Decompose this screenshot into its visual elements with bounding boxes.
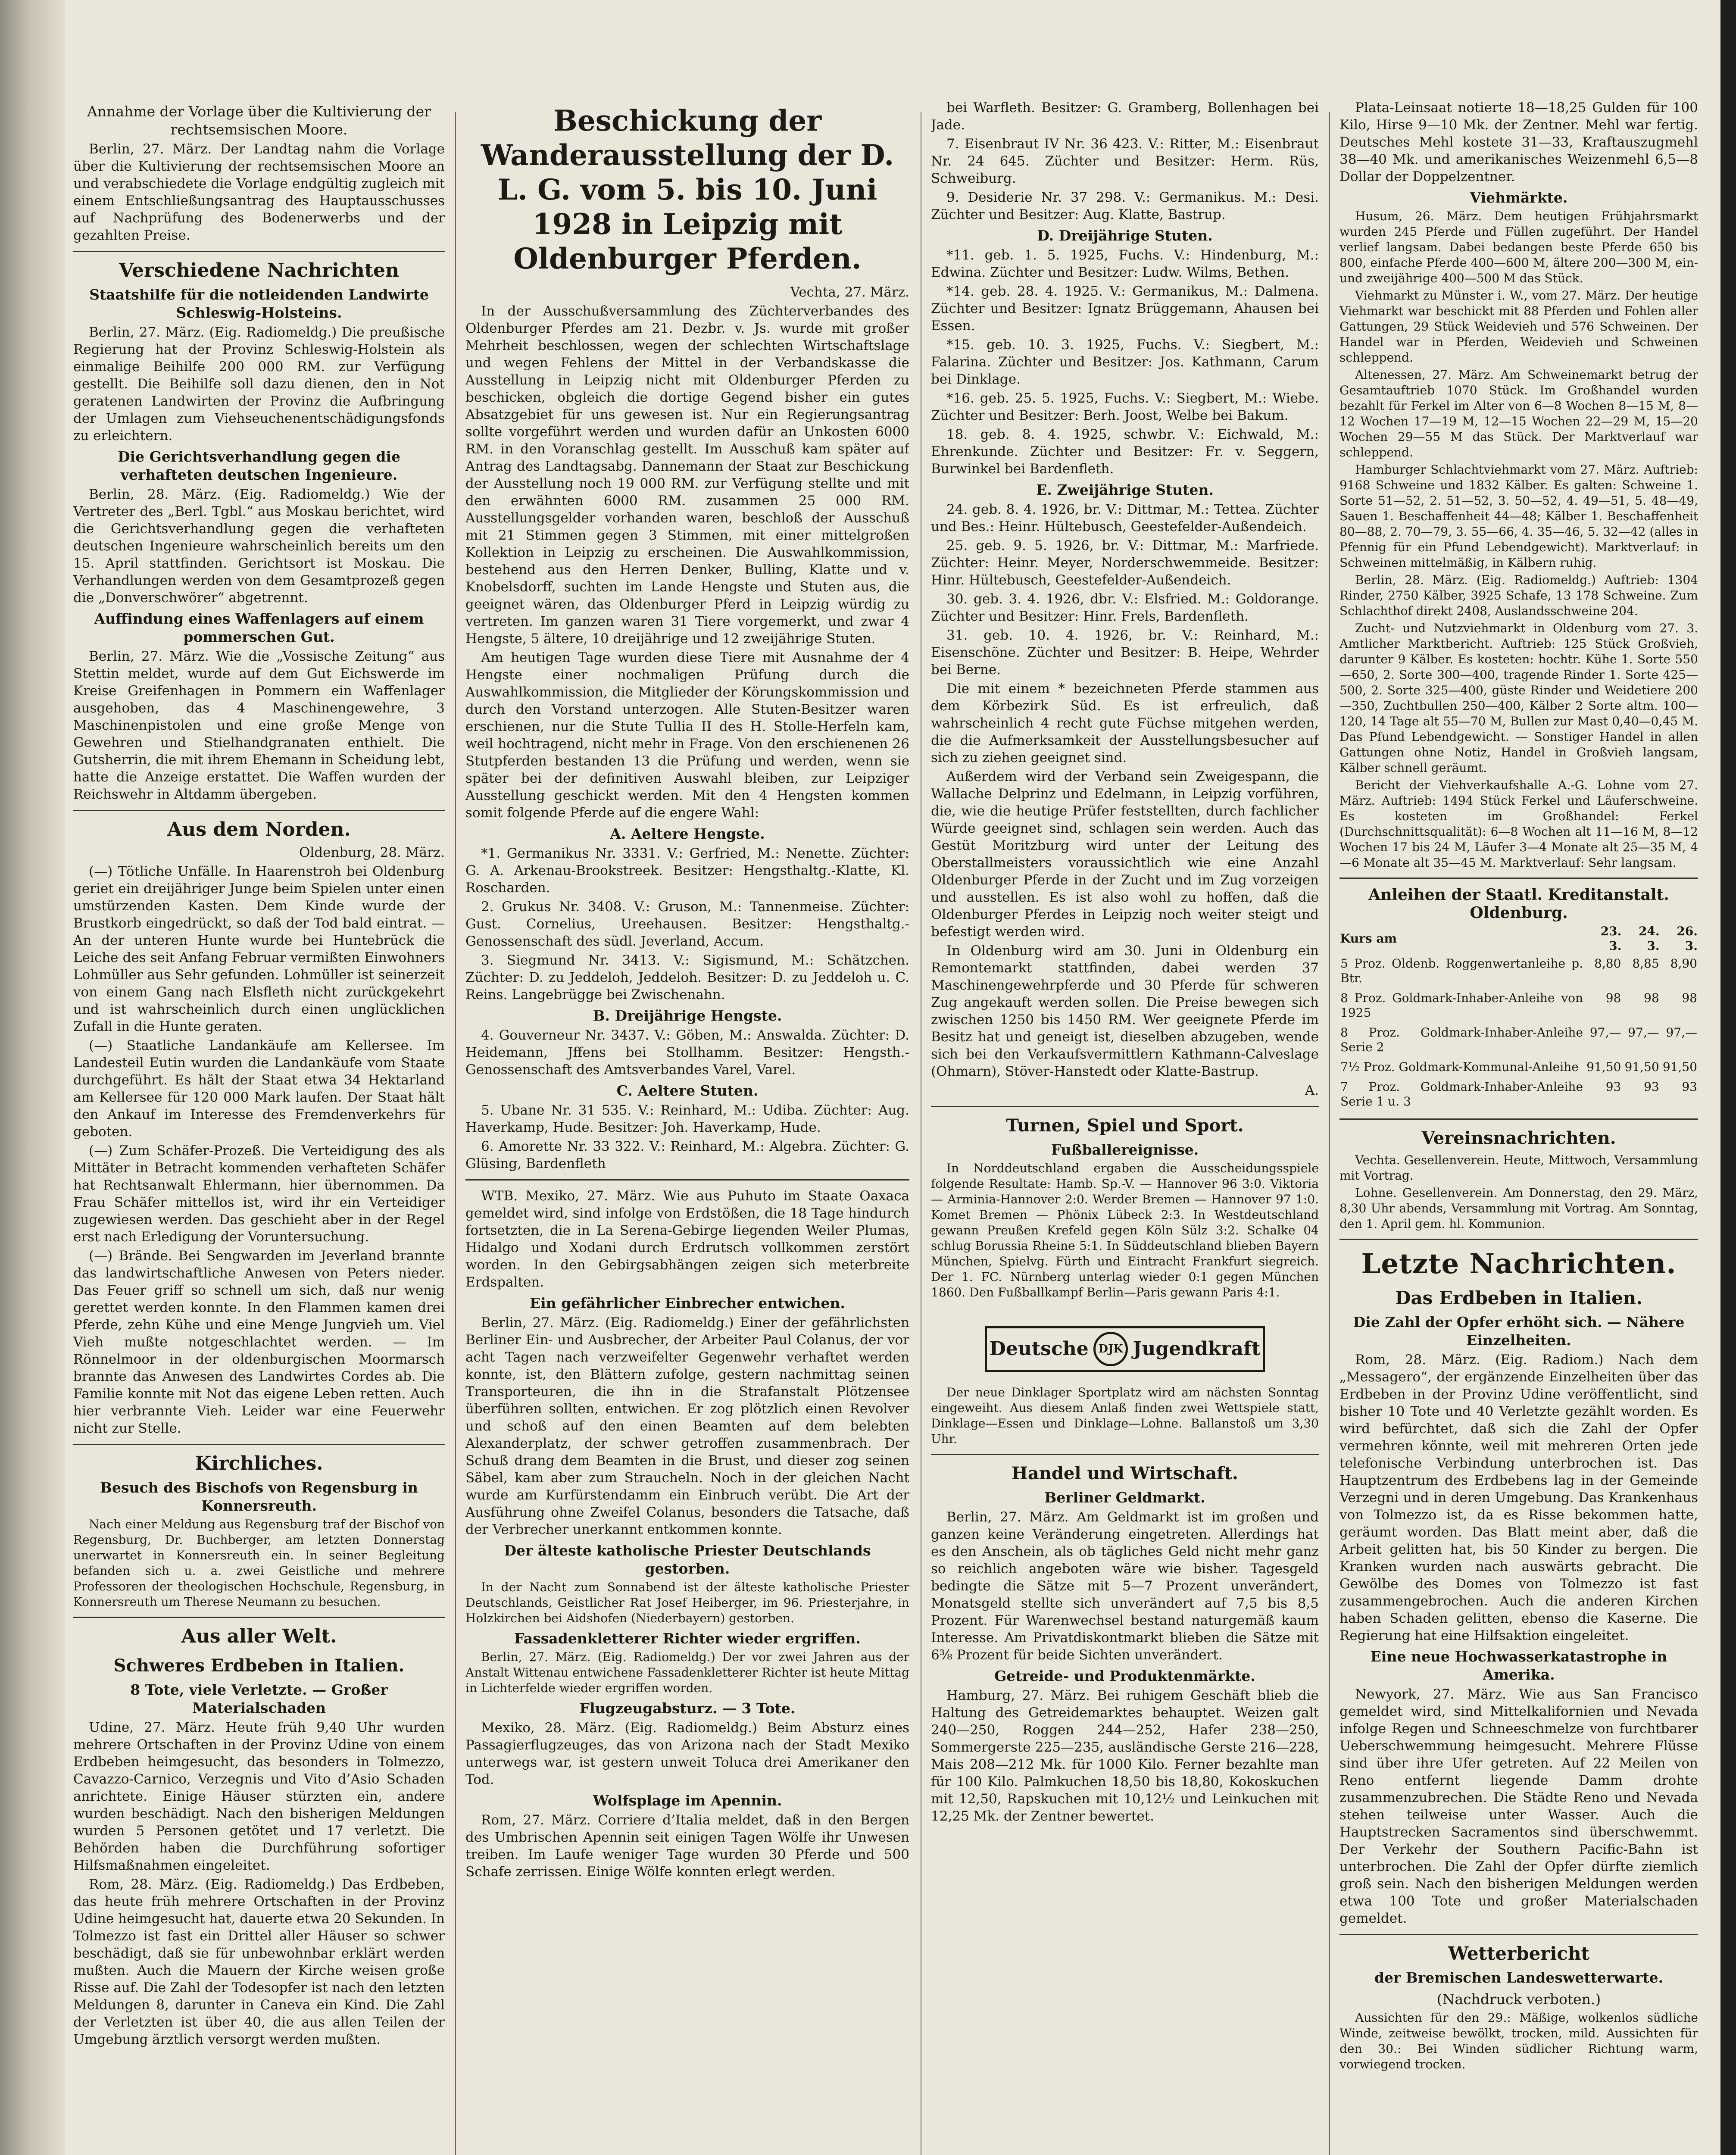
article-text: Rom, 28. März. (Eig. Radiomeldg.) Das Erdbeben, das heute früh mehrere Ortschaften in der Provinz Udine heimgesucht hat, dauerte etwa 20 Sekunden. In Tolmezzo ist fast ein Drittel aller Häuser so schwer beschädigt, daß sie für unbewohnbar erklärt werden mußten. Auch die Mauern der Kirche weisen große Risse auf. Die Zahl der Todesopfer ist nach den letzten Meldungen 8, darunter in Caneva ein Kind. Die Zahl der Verletzten ist über 40, die aus allen Teilen der Umgebung ärztlich versorgt werden mußten. [73,1877,445,2047]
bond-name: 8 Proz. Goldmark-Inhaber-Anleihe Serie 2 [1340,1025,1583,1054]
dateline: Oldenburg, 28. März. [299,845,445,860]
table-row [1339,1057,1698,1077]
scan-border-right [1720,0,1736,2155]
column-rule [1329,112,1330,2155]
article-title: Die Zahl der Opfer erhöht sich. — Nähere Einzelheiten. [1353,1314,1685,1349]
column-3 [931,99,1319,2155]
article-title: Fußballereignisse. [1051,1141,1199,1158]
article-text: In der Nacht zum Sonnabend ist der älteste katholische Priester Deutschlands, Geistlicher Rat Josef Heiberger, im 96. Priesterjahre, in Holzkirchen bei Aidshofen (Niederbayern) gestorben. [465,1580,909,1625]
rate-cell: 97,— [1628,1025,1659,1040]
divider [1339,878,1698,879]
list-item: *14. geb. 28. 4. 1925. V.: Germanikus, M.: Dalmena. Züchter und Besitzer: Ignatz Brüggemann, Ahausen bei Essen. [931,284,1319,334]
section-heading: Turnen, Spiel und Sport. [1006,1115,1244,1136]
rate-cell: 91,50 [1624,1060,1659,1074]
divider [931,1106,1319,1107]
article-text: Newyork, 27. März. Wie aus San Francisco gemeldet wird, sind Mittelkalifornien und Nevada infolge Regen und Schneeschmelze von furchtbarer Ueberschwemmung heimgesucht. Mehrere Flüsse sind über ihre Ufer getreten. Auf 22 Meilen von Reno entfernt liegende Damm drohte zusammenzubrechen. Die Städte Reno und Nevada stehen teilweise unter Wasser. Auch die Hauptstrecken Sacramentos sind überschwemmt. Der Verkehr der Southern Pacific-Bahn ist unterbrochen. Die Zahl der Opfer dürfte ziemlich groß sein. Nach den bisherigen Meldungen werden etwa 100 Tote und großer Materialschaden gemeldet. [1339,1687,1698,1926]
list-item: *11. geb. 1. 5. 1925, Fuchs. V.: Hindenburg, M.: Edwina. Züchter und Besitzer: Ludw. Wilms, Bethen. [931,247,1319,280]
article-text: Die mit einem * bezeichneten Pferde stammen aus dem Körbezirk Süd. Es ist erfreulich, daß wahrscheinlich 4 recht gute Füchse mitgehen werden, die die Aufmerksamkeit der Ausstellungsbesucher auf sich zu ziehen geeignet sind. [931,681,1319,765]
section-heading: Handel und Wirtschaft. [1012,1463,1238,1484]
divider [73,251,445,252]
divider [73,1617,445,1618]
bond-name: 5 Proz. Oldenb. Roggenwertanleihe p. Btr. [1340,956,1583,985]
list-item: 7. Eisenbraut IV Nr. 36 423. V.: Ritter, M.: Eisenbraut Nr. 24 645. Züchter und Besitzer: Herm. Rüs, Schweiburg. [931,136,1319,186]
article-text: Berlin, 27. März. (Eig. Radiomeldg.) Der vor zwei Jahren aus der Anstalt Wittenau entwichene Fassadenkletterer Richter ist heute Mittag in Lichterfelde wieder ergriffen worden. [465,1650,909,1695]
list-item: 2. Grukus Nr. 3408. V.: Gruson, M.: Tannenmeise. Züchter: Gust. Cornelius, Ureehausen. Besitzer: Hengsthaltg.-Genossenschaft des südl. Jeverland, Accum. [465,899,909,949]
article-title: Eine neue Hochwasserkatastrophe in Amerika. [1370,1648,1667,1683]
table-header-cell: 26. 3. [1677,924,1698,953]
article-title: Staatshilfe für die notleidenden Landwirte Schleswig-Holsteins. [89,286,429,321]
divider [931,1454,1319,1455]
article-text: Rom, 27. März. Corriere d’Italia meldet, daß in den Bergen des Umbrischen Apennin seit einigen Tagen Wölfe ihr Unwesen treiben. Im Laufe weniger Tage wurden 30 Pferde und 500 Schafe zerrissen. Einige Wölfe konnten erlegt werden. [465,1812,909,1880]
section-heading: Vereinsnachrichten. [1421,1128,1616,1148]
rate-cell: 98 [1644,991,1659,1005]
article-text: WTB. Mexiko, 27. März. Wie aus Puhuto im Staate Oaxaca gemeldet wird, sind infolge von Erdstößen, die 18 Tage hindurch fortsetzten, die in La Serena-Gebirge liegenden Weiler Plumas, Hidalgo und Xodani durch Erdrutsch vollkommen zerstört worden. In den Gebirgsabhängen zeigen sich meterbreite Erdspalten. [465,1188,909,1290]
article-text: Viehmarkt zu Münster i. W., vom 27. März. Der heutige Viehmarkt war beschickt mit 88 Pferden und Fohlen aller Gattungen, 29 Stück Weidevieh und 576 Schweinen. Der Handel war in Pferden, Weidevieh und Schweinen schleppend. [1339,288,1698,365]
section-heading: Aus dem Norden. [167,818,351,840]
divider [465,1179,909,1181]
article-text: Rom, 28. März. (Eig. Radiom.) Nach dem „Messagero“, der ergänzende Einzelheiten über das Erdbeben in der Provinz Udine veröffentlicht, sind bisher 10 Tote und 40 Verletzte gezählt worden. Es wird befürchtet, daß sich die Zahl der Opfer vermehren könnte, weil mit mehreren Orten jede telefonische Verbindung unterbrochen ist. Das Hauptzentrum des Erdbebens lag in der Gemeinde Verzegni und in deren Umgebung. Das Krankenhaus von Tolmezzo ist, da es Risse bekommen hatte, geräumt worden. Das Blatt meint aber, daß die Arbeit gelitten hat, bis 50 Kinder zu bergen. Die Kranken wurden nach auswärts gebracht. Die Gewölbe des Domes von Tolmezzo ist fast zusammengebrochen. Auch die anderen Kirchen haben Schaden gelitten, ebenso die Kaserne. Die Regierung hat eine Hilfsaktion eingeleitet. [1339,1352,1698,1643]
article-headline: Schweres Erdbeben in Italien. [113,1655,405,1676]
article-text: Am heutigen Tage wurden diese Tiere mit Ausnahme der 4 Hengste einer nochmaligen Prüfung durch die Auswahlkommission, die Mitglieder der Körungskommission und durch den Vorstand unterzogen. Alle Stuten-Besitzer waren erschienen, nur die Stute Tullia II des H. Stolle-Herfeln kam, weil hochtragend, nicht mehr in Frage. Von den erschienenen 26 Stutpferden bestanden 13 die Prüfung und werden, wenn sie später bei der definitiven Auswahl bleiben, zur Leipziger Ausstellung geschickt werden. Mit den 4 Hengsten kommen somit folgende Pferde auf die engere Wahl: [465,650,909,821]
article-text: Hamburger Schlachtviehmarkt vom 27. März. Auftrieb: 9168 Schweine und 1832 Kälber. Es galten: Schweine 1. Sorte 51—52, 2. 51—52, 3. 50—52, 4. 49—51, 5. 48—49, Sauen 1. Beschaffenheit 44—48; Kälber 1. Beschaffenheit 80—88, 2. 70—79, 3. 55—66, 4. 35—46, 5. 32—42 (alles in Pfennig für ein Pfund Lebendgewicht). Marktverlauf: in Schweinen mittelmäßig, in Kälbern ruhig. [1339,462,1698,570]
divider [1339,1934,1698,1935]
newspaper-page [73,99,1698,2155]
article-text: In Norddeutschland ergaben die Ausscheidungsspiele folgende Resultate: Hamb. Sp.-V. — Hannover 96 3:0. Viktoria — Arminia-Hannover 2:0. Werder Bremen — Hannover 97 1:0. Komet Bremen — Phönix Lübeck 2:3. In Westdeutschland gewann Preußen Krefeld gegen Köln Sülz 3:2. Schalke 04 schlug Borussia Rheine 5:1. In Süddeutschland blieben Bayern München, Spielvg. Fürth und Eintracht Frankfurt siegreich. Der 1. FC. Nürnberg unterlag wieder 0:1 gegen München 1860. Den Fußballkampf Berlin—Paris gewann Paris 4:1. [931,1161,1319,1299]
article-text: Zucht- und Nutzviehmarkt in Oldenburg vom 27. 3. Amtlicher Marktbericht. Auftrieb: 125 Stück Großvieh, darunter 9 Kälber. Es kosteten: hochtr. Kühe 1. Sorte 550—650, 2. Sorte 300—400, tragende Rinder 1. Sorte 425—500, 2. Sorte 325—400, güste Rinder und Weidetiere 200—350, Zuchtbullen 250—400, Kälber 2 Sorte altm. 100—120, 14 Tage alt 55—70 M, Bullen zur Mast 0,40—0,45 M. Das Pfund Lebendgewicht. — Sonstiger Handel in allen Gattungen ohne Notiz, Handel in Großvieh langsam, Kälber schnell geräumt. [1339,621,1698,775]
divider [73,810,445,811]
article-text: Hamburg, 27. März. Bei ruhigem Geschäft blieb die Haltung des Getreidemarktes behauptet. Weizen galt 240—250, Roggen 244—252, Hafer 238—250, Sommergerste 225—235, ausländische Gerste 216—228, Mais 208—212 Mk. für 1000 Kilo. Ferner bezahlte man für 100 Kilo. Palmkuchen 18,50 bis 18,80, Kokoskuchen mit 12,50, Rapskuchen mit 10,12½ und Leinkuchen mit 12,25 Mk. der Zentner bewertet. [931,1688,1319,1824]
rate-cell: 8,80 [1594,956,1621,971]
rate-cell: 8,90 [1670,956,1697,971]
section-heading: Verschiedene Nachrichten [119,259,400,281]
bond-name: 7½ Proz. Goldmark-Kommunal-Anleihe [1340,1060,1579,1074]
article-title: Viehmärkte. [1470,189,1568,206]
article-text: (—) Zum Schäfer-Prozeß. Die Verteidigung des als Mittäter in Betracht kommenden verhafteten Schäfer hat Rechtsanwalt Ehlermann, hier übernommen. Da Frau Schäfer mittellos ist, wird ihr ein Verteidiger zugewiesen werden. Das geschieht aber in der Regel erst nach Erledigung der Voruntersuchung. [73,1143,445,1245]
column-2 [465,99,909,2155]
article-text: (—) Staatliche Landankäufe am Kellersee. Im Landesteil Eutin wurden die Landankäufe vom Staate durchgeführt. Es hält der Staat etwa 34 Hektarland am Kellersee für 120 000 Mark laufen. Der Staat hält den Ankauf im Interesse des Fremdenverkehrs für geboten. [73,1038,445,1140]
article-title: 8 Tote, viele Verletzte. — Großer Materialschaden [130,1681,388,1716]
article-note: (Nachdruck verboten.) [1436,1991,1601,2008]
article-text: Außerdem wird der Verband sein Zweigespann, die Wallache Delprinz und Edelmann, in Leipzig vorführen, die, wie die heutige Prüfer feststellten, durch fachlicher Würde geeignet sind, schlagen sein werden. Auch das Gestüt Moritzburg wird unter der Leitung des Oberstallmeisters voraussichtlich wie eine Anzahl Oldenburger Pferde in der Zucht und im Zug vorzeigen und ausstellen. Es ist also wohl zu hoffen, daß die Oldenburger Pferdes in Leipzig noch weiter steigt und befestigt werden wird. [931,769,1319,940]
article-text: Aussichten für den 29.: Mäßige, wolkenlos südliche Winde, zeitweise bewölkt, trocken, mild. Aussichten für den 30.: Bei Winden südlicher Richtung warm, vorwiegend trocken. [1339,2011,1698,2071]
article-title: Besuch des Bischofs von Regensburg in Konnersreuth. [100,1479,418,1514]
djk-badge-icon: DJK [1093,1332,1128,1366]
article-text: Altenessen, 27. März. Am Schweinemarkt betrug der Gesamtauftrieb 1070 Stück. Im Großhandel wurden bezahlt für Ferkel im Alter von 6—8 Wochen 8—15 M, 8—12 Wochen 17—19 M, 12—15 Wochen 22—29 M, 15—20 Wochen 29—55 M das Stück. Der Marktverlauf war schleppend. [1339,368,1698,459]
article-text: Berlin, 27. März. (Eig. Radiomeldg.) Die preußische Regierung hat der Provinz Schleswig-Holstein als einmalige Beihilfe 200 000 RM. zur Verfügung gestellt. Die Beihilfe soll dazu dienen, den in Not geratenen Landwirten der Provinz die Aufbringung der Umlagen zum Viehseuchenentschädigungsfonds zu erleichtern. [73,325,445,443]
table-row [1339,954,1698,988]
column-rule [455,112,456,2155]
article-title: Ein gefährlicher Einbrecher entwichen. [529,1295,846,1312]
section-heading: Kirchliches. [195,1452,323,1474]
list-item: 6. Amorette Nr. 33 322. V.: Reinhard, M.: Algebra. Züchter: G. Glüsing, Bardenfleth [465,1139,909,1171]
article-text: Plata-Leinsaat notierte 18—18,25 Gulden für 100 Kilo, Hirse 9—10 Mk. der Zentner. Mehl war fertig. Deutsches Mehl kostete 31—33, Kraftauszugmehl 38—40 Mk. und amerikanisches Weizenmehl 6,5—8 Dollar der Doppelzentner. [1339,100,1698,184]
table-row [1339,1077,1698,1112]
paper-edge-left [0,0,65,2155]
rate-cell: 97,— [1589,1025,1621,1040]
divider [1339,1118,1698,1120]
article-text: Berlin, 27. März. (Eig. Radiomeldg.) Einer der gefährlichsten Berliner Ein- und Ausbrecher, der Arbeiter Paul Colanus, der vor acht Tagen nach verzweifelter Gegenwehr verhaftet werden konnte, ist, den Blättern zufolge, gestern nachmittag seinen Transporteuren, die ihn in die Strafanstalt Plötzensee überführen sollten, entwichen. Er zog plötzlich einen Revolver und schoß auf den einen Beamten auf dem belebten Alexanderplatz, der schwer getroffen zusammenbrach. Der Schuß drang dem Beamten in die Brust, und dieser zog seinen Säbel, kam aber zum Straucheln. Noch in der gleichen Nacht wurde am Kurfürstendamm ein Einbruch verübt. Die Art der Ausführung ohne Zweifel Colanus, besonders die Tatsache, daß der Verbrecher unerkannt entkommen konnte. [465,1315,909,1537]
article-text: (—) Tötliche Unfälle. In Haarenstroh bei Oldenburg geriet ein dreijähriger Junge beim Spielen unter einen umstürzenden Kasten. Dem Kinde wurde der Brustkorb eingedrückt, so daß der Tod bald eintrat. — An der unteren Hunte wurde bei Huntebrück die Leiche des seit Anfang Februar vermißten Einwohners Lohmüller aus Sehr gefunden. Lohmüller ist seinerzeit von einem Gang nach Elsfleth nicht zurückgekehrt und ist wahrscheinlich durch einen unglücklichen Zufall in die Hunte geraten. [73,864,445,1034]
rate-cell: 8,85 [1632,956,1659,971]
list-item: 18. geb. 8. 4. 1925, schwbr. V.: Eichwald, M.: Ehrenkunde. Züchter und Besitzer: Fr. v. Seggern, Burwinkel bei Bardenfleth. [931,427,1319,477]
rate-cell: 93 [1682,1080,1697,1094]
article-title: der Bremischen Landeswetterwarte. [1374,1969,1664,1986]
article-text: Der neue Dinklager Sportplatz wird am nächsten Sonntag eingeweiht. Aus diesem Anlaß finden zwei Wettspiele statt, Dinklage—Essen und Dinklage—Lohne. Ballanstoß um 3,30 Uhr. [931,1385,1319,1446]
banner-text-right: Jugendkraft [1133,1338,1261,1360]
list-item: *15. geb. 10. 3. 1925, Fuchs. V.: Siegbert, M.: Falarina. Züchter und Besitzer: Jos. Kathmann, Carum bei Dinklage. [931,337,1319,387]
list-item: 24. geb. 8. 4. 1926, br. V.: Dittmar, M.: Tettea. Züchter und Bes.: Heinr. Hültebusch, Geestefelder-Außendeich. [931,502,1319,534]
rate-cell: 91,50 [1586,1060,1621,1074]
article-text: Husum, 26. März. Dem heutigen Frühjahrsmarkt wurden 245 Pferde und Füllen zugeführt. Der Handel verlief langsam. Dabei bedangen beste Pferde 650 bis 800, einfache Pferde 400—600 M, ältere 200—300 M, ein- und zweijährige 400—500 M das Stück. [1339,209,1698,285]
article-title: Wolfsplage im Apennin. [593,1792,782,1809]
list-item: bei Warfleth. Besitzer: G. Gramberg, Bollenhagen bei Jade. [931,100,1319,133]
list-item: 3. Siegmund Nr. 3413. V.: Sigismund, M.: Schätzchen. Züchter: D. zu Jeddeloh, Jeddeloh. Besitzer: D. zu Jeddeloh u. C. Reins. Langebrügge bei Zwischenahn. [465,953,909,1003]
list-heading: E. Zweijährige Stuten. [1036,481,1214,498]
article-text: In der Ausschußversammlung des Züchterverbandes des Oldenburger Pferdes am 21. Dezbr. v. Js. wurde mit großer Mehrheit beschlossen, wegen der schlechten Wirtschaftslage und wegen Fehlens der Mittel in der Verbandskasse die Ausstellung in Leipzig nicht mit Oldenburger Pferden zu beschicken, obgleich die dortige Gegend bisher ein gutes Absatzgebiet für uns gewesen ist. Nur ein Regierungsantrag sollte vorgeführt werden und wurden dafür an Unkosten 6000 RM. in den Voranschlag gestellt. Im Ausschuß kam später auf Antrag des Landtagsabg. Dannemann der Staat zur Beschickung der Ausstellung noch 19 000 RM. zur Verfügung stellte und mit den erwähnten 6000 RM. zusammen 25 000 RM. Ausstellungsgelder vorhanden waren, beschloß der Ausschuß mit 21 Stimmen gegen 3 Stimmen, mit einer mittelgroßen Kollektion in Leipzig zu erscheinen. Die Auswahlkommission, bestehend aus den Herren Denker, Bulling, Klatte und v. Knobelsdorff, suchten im Lande Hengste und Stuten aus, die geeignet wären, das Oldenburger Pferd in Leipzig würdig zu vertreten. Im ganzen waren 31 Tiere vorgemerkt, und zwar 4 Hengste, 5 ältere, 10 dreijährige und 12 zweijährige Stuten. [465,303,909,646]
article-intro-title: Annahme der Vorlage über die Kultivierung der rechtsemsischen Moore. [87,103,431,138]
author-signature: A. [1305,1083,1319,1098]
bond-rates-table [1339,924,1698,1112]
section-heading: Wetterbericht [1448,1943,1589,1964]
list-item: *16. geb. 25. 5. 1925, Fuchs. V.: Siegbert, M.: Wiebe. Züchter und Besitzer: Berh. Joost, Welbe bei Bakum. [931,390,1319,423]
article-text: Bericht der Viehverkaufshalle A.-G. Lohne vom 27. März. Auftrieb: 1494 Stück Ferkel und Läuferschweine. Es kosteten im Großhandel: Ferkel (Durchschnittsqualität): 6—8 Wochen alt 11—16 M, 8—12 Wochen 17 bis 24 M, Läufer 3—4 Monate alt 25—35 M, 4—6 Monate alt 35—45 M. Marktverlauf: Sehr langsam. [1339,778,1698,870]
list-heading: D. Dreijährige Stuten. [1037,227,1213,244]
table-header-row [1339,924,1698,954]
article-title: Die Gerichtsverhandlung gegen die verhafteten deutschen Ingenieure. [118,448,400,483]
article-title: Berliner Geldmarkt. [1044,1489,1205,1506]
table-header-cell: 24. 3. [1638,924,1660,953]
article-text: Berlin, 27. März. Wie die „Vossische Zeitung“ aus Stettin meldet, wurde auf dem Gut Eichswerde im Kreise Greifenhagen in Pommern ein Waffenlager ausgehoben, das 4 Maschinengewehre, 3 Maschinenpistolen und eine große Menge von Gewehren und Stielhandgranaten enthielt. Die Gutsherrin, die mit ihrem Ehemann in Scheidung lebt, hatte die Anzeige erstattet. Die Waffen wurden der Reichswehr in Altdamm übergeben. [73,649,445,802]
banner-text-left: Deutsche [989,1338,1089,1360]
list-item: *1. Germanikus Nr. 3331. V.: Gerfried, M.: Nenette. Züchter: G. A. Arkenau-Brookstreek. Besitzer: Hengsthaltg.-Klatte, Kl. Roscharden. [465,846,909,896]
article-title: Getreide- und Produktenmärkte. [994,1668,1255,1684]
article-text: Berlin, 27. März. Am Geldmarkt ist im großen und ganzen keine Veränderung eingetreten. Allerdings hat es den Anschein, als ob tägliches Geld nicht mehr ganz so reichlich angeboten wäre wie bisher. Tagesgeld bedingte die Sätze mit 5—7 Prozent unverändert, Monatsgeld stellte sich unverändert auf 7,5 bis 8,5 Prozent. Für Warenwechsel bestand naturgemäß kaum Interesse. Am Privatdiskontmarkt blieben die Sätze mit 6⅜ Prozent für beide Sichten unverändert. [931,1509,1319,1663]
list-heading: A. Aeltere Hengste. [610,825,765,842]
article-title: Auffindung eines Waffenlagers auf einem pommerschen Gut. [94,610,424,645]
article-headline: Das Erdbeben in Italien. [1395,1287,1642,1309]
article-title: Fassadenkletterer Richter wieder ergriffen. [514,1630,861,1647]
list-heading: C. Aeltere Stuten. [616,1082,759,1099]
article-text: Lohne. Gesellenverein. Am Donnerstag, den 29. März, 8,30 Uhr abends, Versammlung mit Vortrag. Am Sonntag, den 1. April gem. hl. Kommunion. [1339,1186,1698,1231]
list-item: 25. geb. 9. 5. 1926, br. V.: Dittmar, M.: Marfriede. Züchter: Heinr. Meyer, Norderschwemmeide. Besitzer: Hinr. Hültebusch, Geestefelder-Außendeich. [931,538,1319,588]
rate-cell: 97,— [1666,1025,1697,1040]
article-title: Der älteste katholische Priester Deutschlands gestorben. [504,1542,871,1577]
column-1 [73,99,445,2155]
divider [73,1444,445,1445]
list-heading: B. Dreijährige Hengste. [593,1007,782,1024]
article-text: Berlin, 28. März. (Eig. Radiomeldg.) Auftrieb: 1304 Rinder, 2750 Kälber, 3925 Schafe, 13 178 Schweine. Zum Schlachthof direkt 2408, Auslandsschweine 204. [1339,573,1698,618]
bond-name: 7 Proz. Goldmark-Inhaber-Anleihe Serie 1 u. 3 [1340,1080,1583,1109]
table-row [1339,988,1698,1023]
list-item: 4. Gouverneur Nr. 3437. V.: Göben, M.: Answalda. Züchter: D. Heidemann, Jffens bei Stollhamm. Besitzer: Hengsth.-Genossenschaft des Amtsverbandes Varel, Varel. [465,1028,909,1078]
lead-headline: Beschickung der Wanderausstellung der D. L. G. vom 5. bis 10. Juni 1928 in Leipzig mit Oldenburger Pferden. [481,104,894,275]
bond-name: 8 Proz. Goldmark-Inhaber-Anleihe von 1925 [1340,991,1583,1020]
djk-logo-banner [985,1326,1265,1372]
article-text: Vechta. Gesellenverein. Heute, Mittwoch, Versammlung mit Vortrag. [1339,1153,1698,1183]
column-4 [1339,99,1698,2155]
rate-cell: 91,50 [1662,1060,1697,1074]
list-item: 5. Ubane Nr. 31 535. V.: Reinhard, M.: Udiba. Züchter: Aug. Haverkamp, Hude. Besitzer: Joh. Haverkamp, Hude. [465,1102,909,1135]
article-text: In Oldenburg wird am 30. Juni in Oldenburg ein Remontemarkt stattfinden, dabei werden 37 Maschinengewehrpferde und 30 Pferde für schweren Zug angekauft werden sollen. Die Preise bewegen sich zwischen 1250 bis 1450 RM. Wer geeignete Pferde im Besitz hat und geneigt ist, dieselben abzugeben, wende sich bei den Verkaufsvermittlern Kathmann-Calveslage (Ohmarn), Stöver-Hanstedt oder Klatte-Bastrup. [931,943,1319,1079]
divider [1339,1239,1698,1240]
list-item: 31. geb. 10. 4. 1926, br. V.: Reinhard, M.: Eisenschöne. Züchter und Besitzer: B. Heipe, Wehrder bei Berne. [931,628,1319,678]
article-text: (—) Brände. Bei Sengwarden im Jeverland brannte das landwirtschaftliche Anwesen von Peters nieder. Das Feuer griff so schnell um sich, daß nur wenig gerettet werden konnte. In den Flammen kamen drei Pferde, zehn Kühe und eine Menge Jungvieh um. Viel Vieh mußte notgeschlachtet werden. — Im Rönnelmoor in der oldenburgischen Moormarsch brannte das Anwesen des Landwirtes Cordes ab. Die Familie konnte mit Not das eigene Leben retten. Auch hier verbrannte Vieh. Leider war eine Feuerwehr nicht zur Stelle. [73,1248,445,1436]
article-text: Berlin, 27. März. Der Landtag nahm die Vorlage über die Kultivierung der rechtsemsischen Moore an und verabschiedete die Vorlage endgültig zugleich mit einem Entschließungsantrag des Hauptausschusses auf Nachprüfung des Bodenerwerbs und der gezahlten Preise. [73,141,445,243]
section-heading: Letzte Nachrichten. [1361,1248,1677,1280]
rate-cell: 98 [1682,991,1697,1005]
article-text: Berlin, 28. März. (Eig. Radiomeldg.) Wie der Vertreter des „Berl. Tgbl.“ aus Moskau berichtet, wird die Gerichtsverhandlung gegen die verhafteten deutschen Ingenieure wahrscheinlich bereits um den 15. April stattfinden. Gerichtsort ist Moskau. Die Verhandlungen werden von dem Gesamtprozeß gegen die „Donverschwörer“ abgetrennt. [73,487,445,606]
table-header-cell: Kurs am [1340,931,1397,946]
article-text: Mexiko, 28. März. (Eig. Radiomeldg.) Beim Absturz eines Passagierflugzeuges, das von Arizona nach der Stadt Mexiko unterwegs war, ist gestern unweit Toluca drei Amerikaner den Tod. [465,1720,909,1787]
rate-cell: 98 [1605,991,1621,1005]
article-title: Flugzeugabsturz. — 3 Tote. [579,1700,796,1717]
rate-cell: 93 [1644,1080,1659,1094]
article-text: Udine, 27. März. Heute früh 9,40 Uhr wurden mehrere Ortschaften in der Provinz Udine von einem Erdbeben heimgesucht, das besonders in Tolmezzo, Cavazzo-Carnico, Verzegnis und Vito d’Asio Schaden anrichtete. Einige Häuser stürzten ein, andere wurden beschädigt. Nach den bisherigen Meldungen wurden 5 Personen getötet und 17 verletzt. Die Behörden haben die Durchführung sofortiger Hilfsmaßnahmen eingeleitet. [73,1720,445,1873]
table-row [1339,1023,1698,1057]
list-item: 9. Desiderie Nr. 37 298. V.: Germanikus. M.: Desi. Züchter und Besitzer: Aug. Klatte, Bastrup. [931,190,1319,222]
section-heading: Aus aller Welt. [181,1625,337,1647]
article-title: Anleihen der Staatl. Kreditanstalt. Oldenburg. [1368,886,1669,922]
article-text: Nach einer Meldung aus Regensburg traf der Bischof von Regensburg, Dr. Buchberger, am letzten Donnerstag unerwartet in Konnersreuth ein. In seiner Begleitung befanden sich u. a. zwei Geistliche und mehrere Professoren der theologischen Hochschule, Regensburg, in Konnersreuth um Therese Neumann zu besuchen. [73,1517,445,1609]
rate-cell: 93 [1605,1080,1621,1094]
table-header-cell: 23. 3. [1600,924,1622,953]
dateline: Vechta, 27. März. [790,284,909,300]
list-item: 30. geb. 3. 4. 1926, dbr. V.: Elsfried. M.: Goldorange. Züchter und Besitzer: Hinr. Frels, Bardenfleth. [931,591,1319,624]
